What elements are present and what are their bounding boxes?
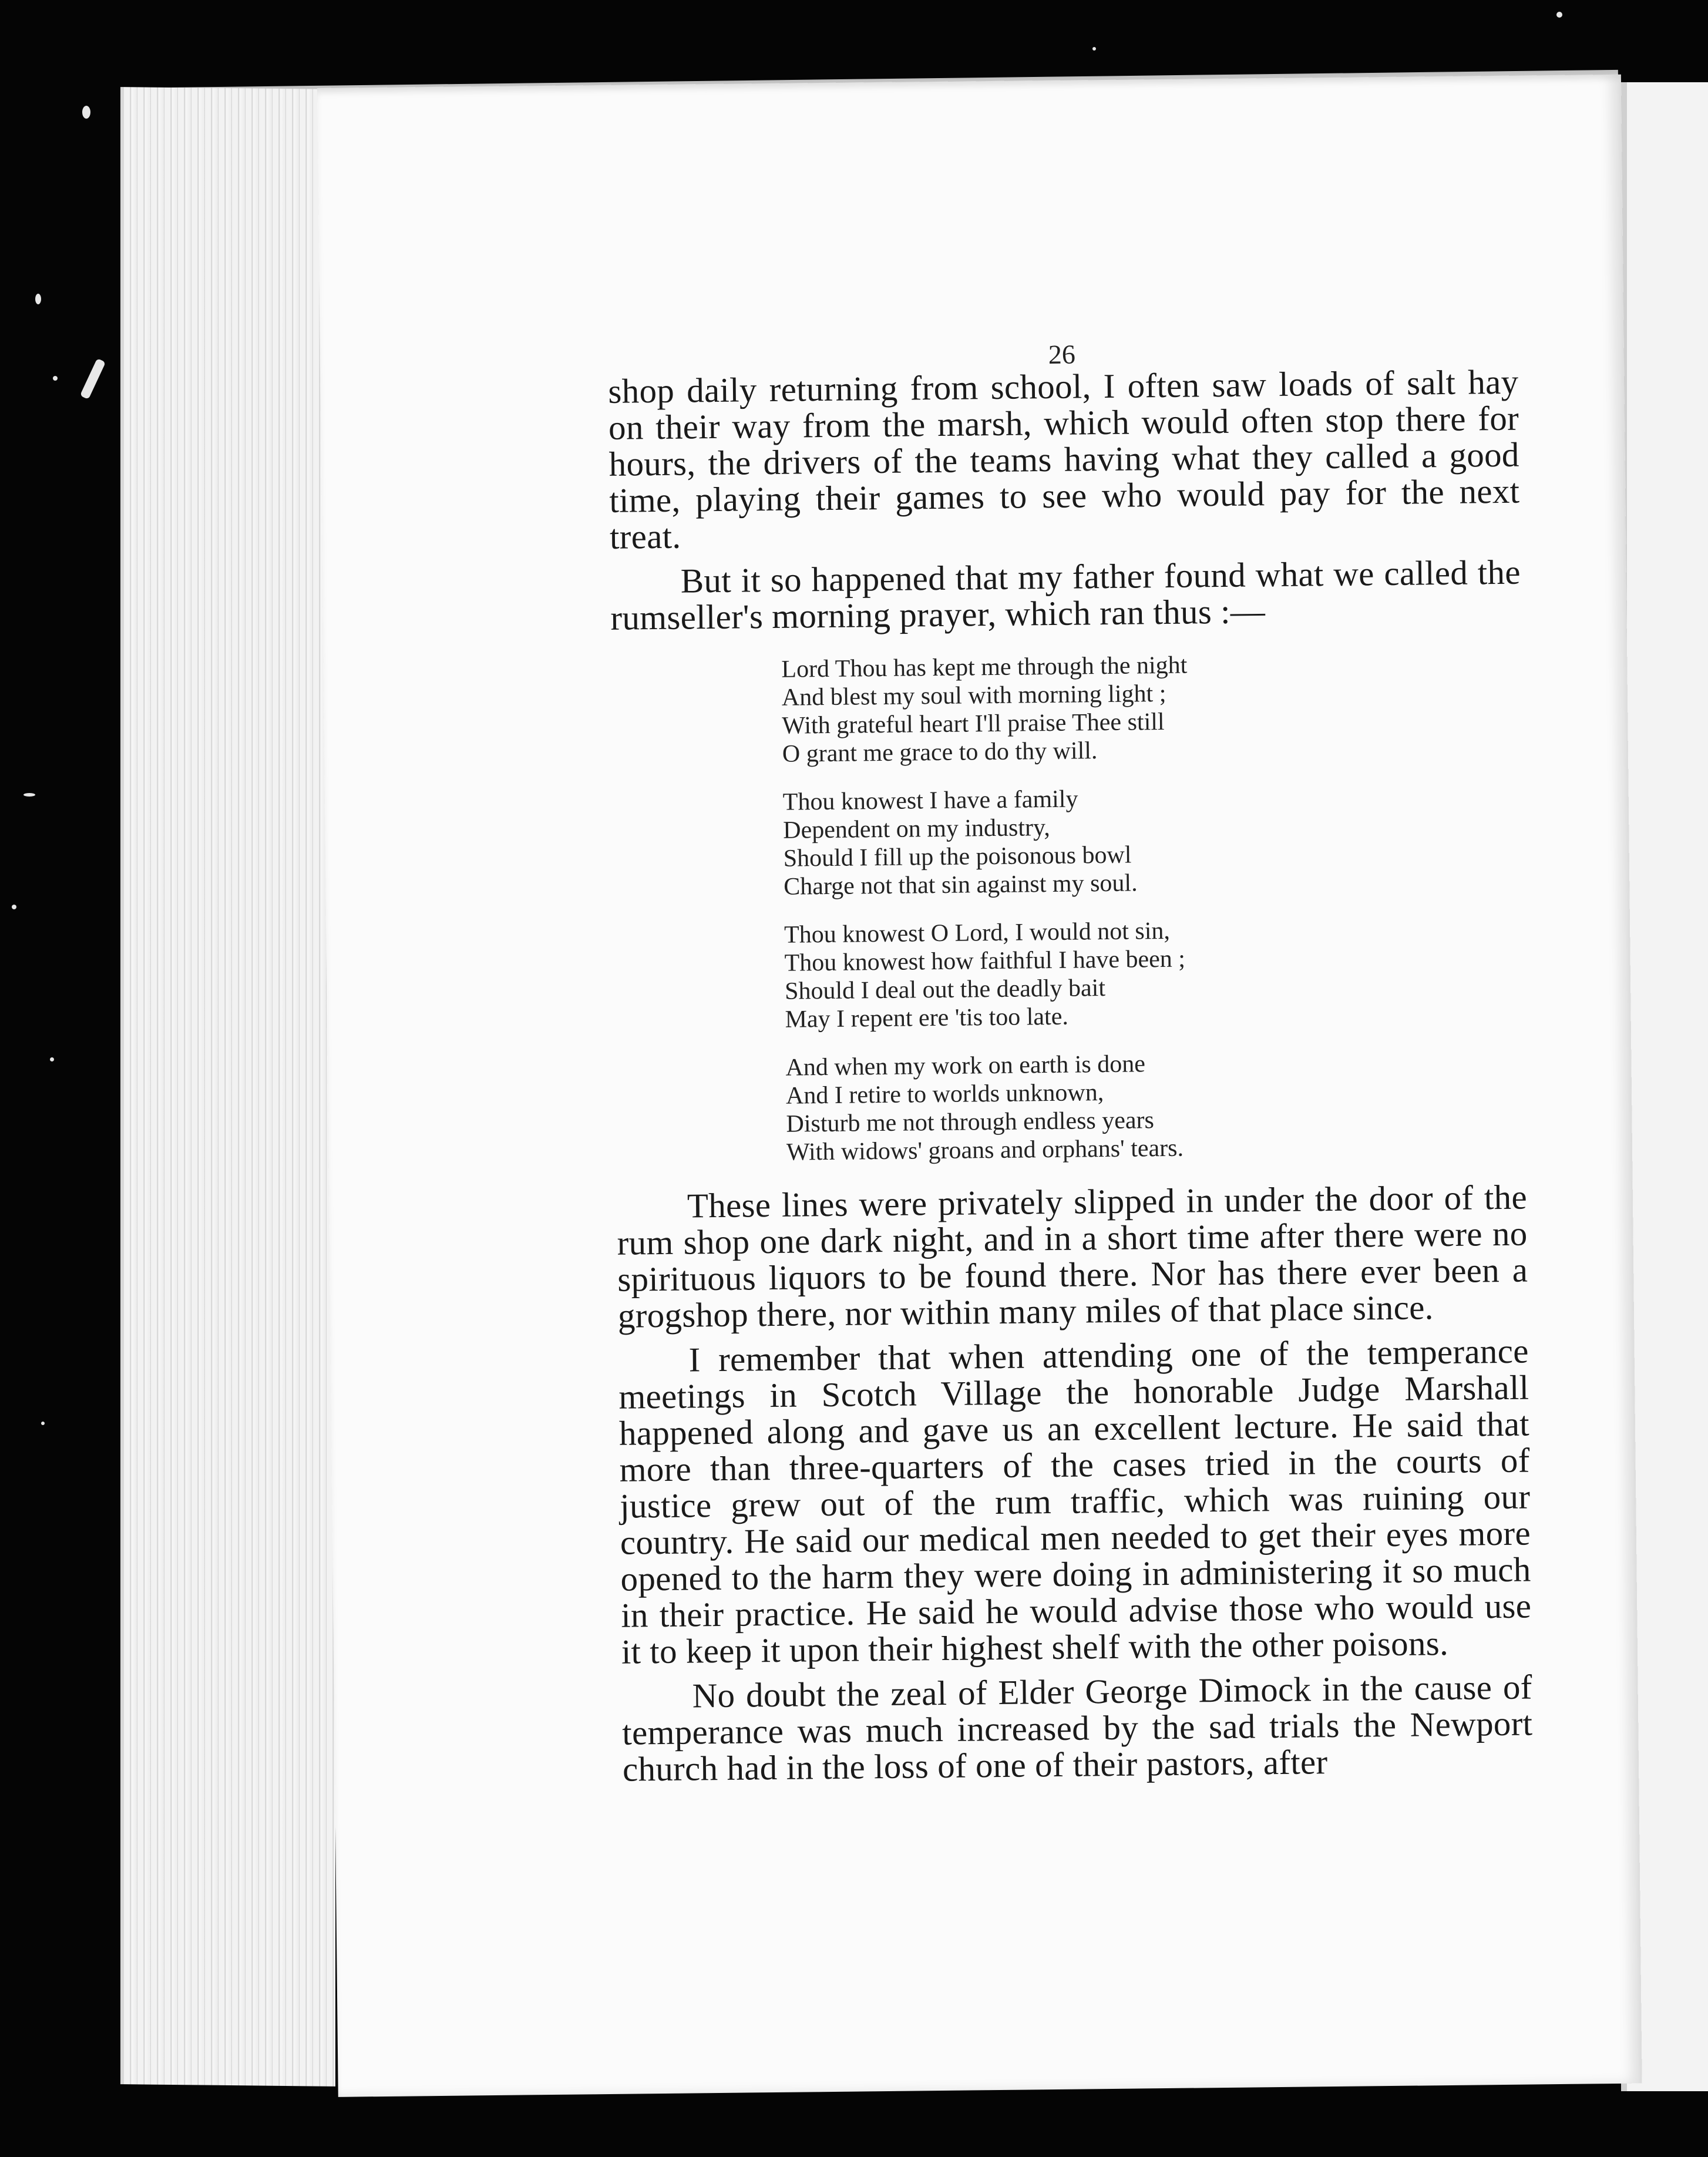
book-page-edges: [120, 87, 335, 2087]
poem-line: Should I fill up the poisonous bowl: [783, 841, 1132, 872]
poem-line: Thou knowest O Lord, I would not sin,: [784, 917, 1171, 949]
scan-speck: [41, 1422, 45, 1425]
poem-line: And blest my soul with morning light ;: [781, 680, 1166, 711]
book-page: [317, 75, 1642, 2097]
scan-speck: [35, 294, 41, 304]
poem-line: And when my work on earth is done: [785, 1050, 1146, 1081]
poem-line: May I repent ere 'tis too late.: [785, 1003, 1069, 1033]
paragraph: I remember that when attending one of the temperance meetings in Scotch Village the honorable Judge Marshall happened along and gave us an excellent lecture. He said that more than three-quarters of the cases tried in the courts of justice grew out of the rum traffic, which was ruining our country. He said our medical men needed to get their eyes more opened to the harm they were doing in administering it so much in their practice. He said he would advise those who would use it to keep it upon their highest shelf with the other poisons.: [618, 1331, 1532, 1671]
scan-speck: [1092, 47, 1096, 51]
paragraph: These lines were privately slipped in under the door of the rum shop one dark night, and in a short time after there were no spirituous liquors to be found there. Nor has there ever been a grogshop there, nor within many miles of that place since.: [617, 1177, 1528, 1335]
poem-stanza: [784, 913, 1525, 1034]
scan-speck: [12, 905, 16, 909]
scan-speck: [82, 106, 90, 119]
poem-stanza: [781, 648, 1522, 768]
paragraph: shop daily returning from school, I often saw loads of salt hay on their way from the marsh, which would often stop there for hours, the drivers of the teams having what they called a good time, playing their games to see who would pay for the next treat.: [608, 362, 1520, 556]
scan-speck: [50, 1057, 54, 1061]
scan-speck: [80, 358, 106, 399]
poem-line: Thou knowest I have a family: [782, 785, 1078, 816]
poem-line: Charge not that sin against my soul.: [784, 869, 1138, 901]
page-text: [608, 364, 1533, 1796]
poem-line: Thou knowest how faithful I have been ;: [784, 945, 1186, 977]
poem-line: Lord Thou has kept me through the night: [781, 651, 1188, 683]
scan-speck: [23, 793, 35, 797]
paragraph: But it so happened that my father found what we called the rumseller's morning prayer, which ran thus :—: [610, 552, 1521, 637]
poem-stanza: [783, 781, 1524, 901]
poem-line: Disturb me not through endless years: [786, 1107, 1155, 1138]
scan-speck: [1556, 12, 1562, 18]
poem-line: Should I deal out the deadly bait: [784, 975, 1106, 1005]
paragraph: No doubt the zeal of Elder George Dimock in the cause of temperance was much increased by the sad trials the Newport church had in the loss of one of their pastors, after: [622, 1667, 1533, 1789]
poem-line: Dependent on my industry,: [783, 814, 1051, 844]
scan-speck: [53, 376, 58, 381]
poem-line: With widows' groans and orphans' tears.: [786, 1134, 1184, 1166]
poem-stanza: [785, 1046, 1527, 1167]
poem-line: And I retire to worlds unknown,: [785, 1079, 1104, 1110]
poem-line: O grant me grace to do thy will.: [782, 737, 1098, 768]
page-number: 26: [1048, 339, 1076, 369]
poem-line: With grateful heart I'll praise Thee still: [782, 708, 1165, 740]
